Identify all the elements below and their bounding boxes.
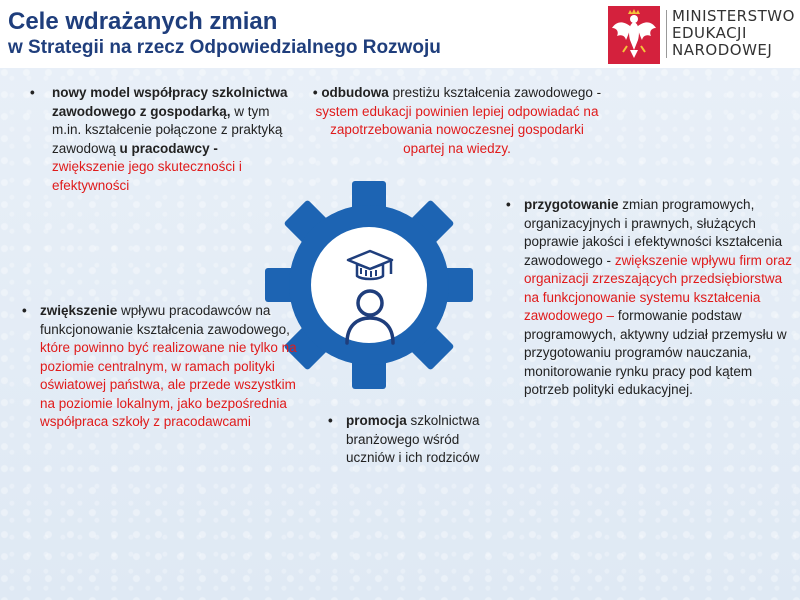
block2-normal: prestiżu kształcenia zawodowego - [388, 85, 602, 100]
bullet: • [328, 413, 333, 428]
goal-block-preparation-of-changes [506, 196, 796, 400]
block3-red: zwiększenie wpływu firm oraz organizacji zrzeszających przedsiębiorstwa na funkcjonowanie systemu kształcenia zawodowego – [524, 252, 792, 323]
bullet: • [312, 85, 318, 100]
block5-normal: szkolnictwa branżowego wśród uczniów i ich rodziców [346, 413, 480, 465]
goal-block-promotion [328, 412, 508, 468]
block4-normal: wpływu pracodawców na funkcjonowanie kształcenia zawodowego, [40, 303, 290, 337]
block5-bold: promocja [346, 413, 407, 428]
block3-normal: zmian programowych, organizacyjnych i prawnych, służących poprawie jakości i efektywności kształcenia zawodowego - [524, 197, 783, 268]
eagle-emblem-icon [608, 6, 660, 64]
ministry-logo [608, 6, 796, 64]
page-title [8, 8, 441, 60]
block3-normal2: formowanie podstaw programowych, aktywny udział przemysłu w przygotowaniu programów nauczania, monitorowanie rynku pracy pod kątem potrzeb polityki edukacyjnej. [524, 308, 787, 397]
header-bar [0, 0, 800, 68]
block4-bold: zwiększenie [40, 303, 118, 318]
bullet: • [506, 197, 511, 212]
block2-red: system edukacji powinien lepiej odpowiadać na zapotrzebowania nowoczesnej gospodarki opartej na wiedzy. [315, 103, 599, 156]
person-icon [342, 288, 398, 346]
ministry-name-line-1: MINISTERSTWO [672, 7, 795, 25]
goal-block-new-cooperation-model [30, 84, 290, 195]
title-line-2: w Strategii na rzecz Odpowiedzialnego Rozwoju [8, 37, 441, 58]
logo-divider [666, 10, 667, 58]
block1-bold2: u pracodawcy - [115, 140, 218, 156]
block1-normal: w tym m.in. kształcenie połączone z praktyką zawodową [52, 103, 283, 156]
bullet: • [22, 303, 27, 318]
block1-bold: nowy model współpracy szkolnictwa zawodowego z gospodarką, [52, 85, 288, 119]
goal-block-prestige-rebuild [312, 84, 602, 158]
block4-red: które powinno być realizowane nie tylko na poziomie centralnym, w ramach polityki oświatowej państwa, ale przede wszystkim na poziomie lokalnym, jako bezpośrednia współpraca szkoły z pracodawcami [40, 340, 297, 429]
block3-bold: przygotowanie [524, 197, 619, 212]
ministry-name-line-3: NARODOWEJ [672, 41, 773, 59]
bullet: • [30, 85, 35, 100]
graduation-cap-icon [344, 248, 396, 284]
title-line-1: Cele wdrażanych zmian [8, 8, 278, 35]
block1-red: zwiększenie jego skuteczności i efektywności [52, 159, 242, 193]
ministry-name [672, 8, 795, 59]
block2-bold: odbudowa [321, 85, 389, 100]
goal-block-employer-influence [22, 302, 312, 432]
ministry-name-line-2: EDUKACJI [672, 24, 747, 42]
